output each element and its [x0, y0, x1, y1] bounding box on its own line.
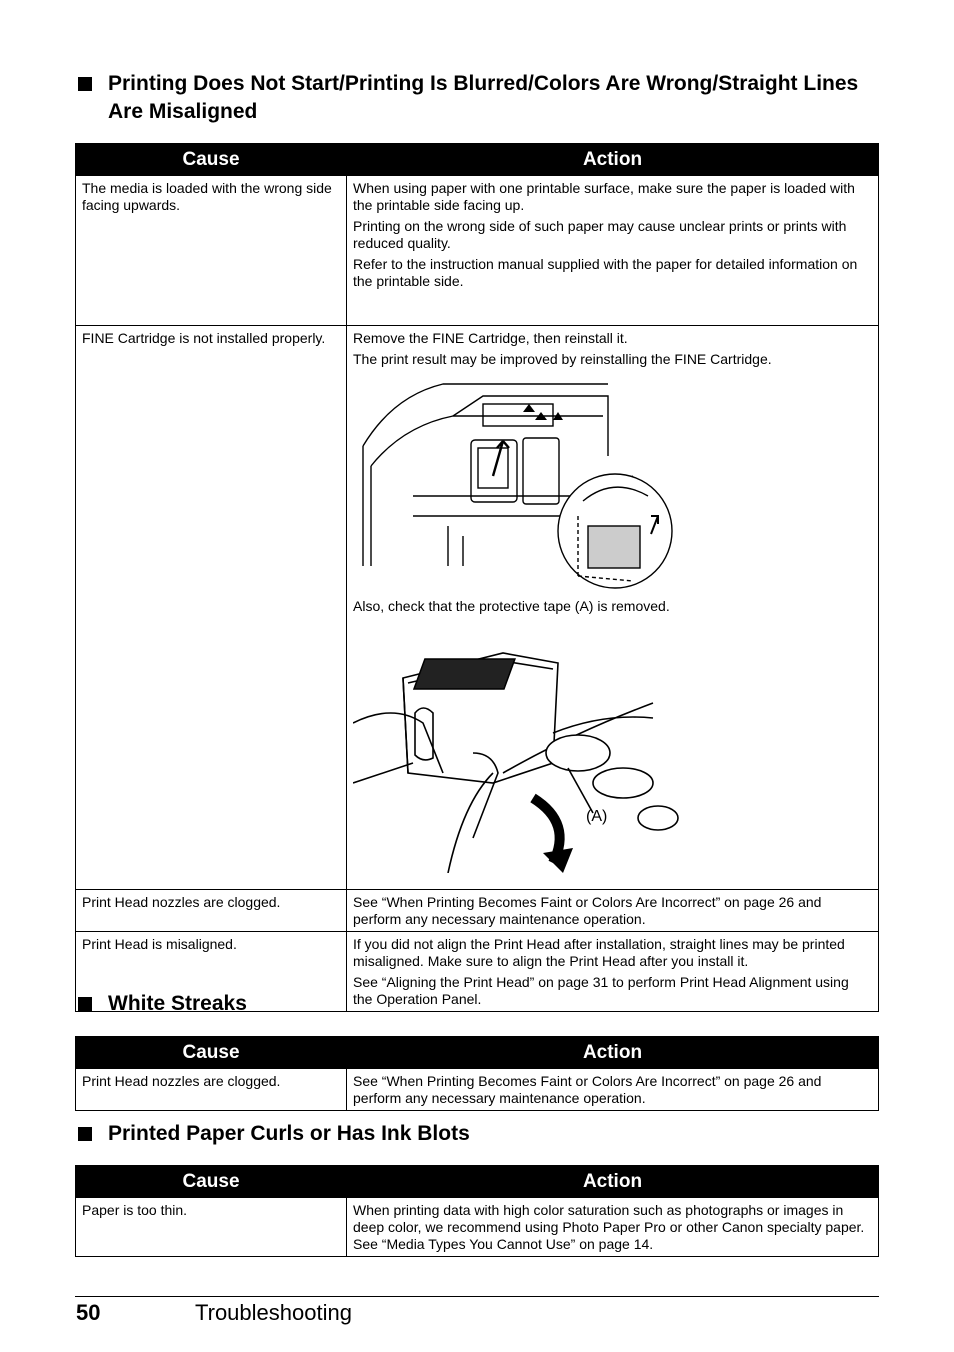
tape-label: (A): [586, 808, 608, 825]
section-title-printing-problems: [78, 70, 868, 126]
table-header-row: [76, 144, 879, 176]
action-text: Remove the FINE Cartridge, then reinstall it.: [353, 330, 628, 346]
table-header-row: [76, 1166, 879, 1198]
protective-tape-figure: [353, 623, 683, 873]
action-text: See “When Printing Becomes Faint or Colors Are Incorrect” on page 26 and perform any necessary maintenance operation.: [353, 894, 822, 927]
white-streaks-table: [75, 1036, 879, 1111]
cause-cell: Print Head is misaligned.: [76, 932, 347, 1012]
cause-cell: Print Head nozzles are clogged.: [76, 890, 347, 932]
action-header: Action: [347, 144, 879, 176]
square-bullet-icon: [78, 997, 92, 1011]
cause-cell: The media is loaded with the wrong side facing upwards.: [76, 176, 347, 326]
action-text: See “When Printing Becomes Faint or Colors Are Incorrect” on page 26 and perform any necessary maintenance operation.: [353, 1073, 822, 1106]
action-cell: [347, 176, 879, 326]
action-text: Printing on the wrong side of such paper may cause unclear prints or prints with reduced quality.: [353, 218, 847, 251]
chapter-title: Troubleshooting: [195, 1300, 352, 1325]
section-heading: Printing Does Not Start/Printing Is Blurred/Colors Are Wrong/Straight Lines Are Misaligned: [108, 72, 859, 123]
protective-tape-illustration: [353, 623, 683, 873]
table-row: [76, 890, 879, 932]
table-row: [76, 1069, 879, 1111]
page-number: 50: [76, 1300, 101, 1325]
action-text: The print result may be improved by reinstalling the FINE Cartridge.: [353, 351, 772, 367]
printing-problems-table: [75, 143, 879, 1012]
table-header-row: [76, 1037, 879, 1069]
paper-curls-table: [75, 1165, 879, 1257]
section-title-white-streaks: [78, 990, 247, 1018]
action-text: When printing data with high color saturation such as photographs or images in deep color, we recommend using Photo Paper Pro or other Canon specialty paper. See “Media Types You Cannot Use” on page 14.: [353, 1202, 865, 1252]
square-bullet-icon: [78, 1127, 92, 1141]
cause-header: Cause: [76, 1166, 347, 1198]
section-title-paper-curls: [78, 1120, 470, 1148]
table-row: [76, 176, 879, 326]
action-text: When using paper with one printable surface, make sure the paper is loaded with the printable side facing up.: [353, 180, 855, 213]
action-cell: [347, 890, 879, 932]
section-heading: Printed Paper Curls or Has Ink Blots: [108, 1122, 470, 1145]
action-text: If you did not align the Print Head after installation, straight lines may be printed misaligned. Make sure to align the Print Head after you install it.: [353, 936, 845, 969]
action-text: Refer to the instruction manual supplied with the paper for detailed information on the printable side.: [353, 256, 858, 289]
action-cell: [347, 932, 879, 1012]
cause-header: Cause: [76, 1037, 347, 1069]
footer-divider: [75, 1296, 879, 1297]
section-heading: White Streaks: [108, 992, 247, 1015]
table-row: [76, 326, 879, 890]
cartridge-reinstall-illustration: [353, 376, 683, 592]
cause-cell: Print Head nozzles are clogged.: [76, 1069, 347, 1111]
action-text: See “Aligning the Print Head” on page 31 to perform Print Head Alignment using the Operation Panel.: [353, 974, 849, 1007]
cause-header: Cause: [76, 144, 347, 176]
action-header: Action: [347, 1037, 879, 1069]
action-cell: [347, 1069, 879, 1111]
action-note: Also, check that the protective tape (A) is removed.: [353, 598, 670, 614]
action-header: Action: [347, 1166, 879, 1198]
table-row: [76, 1198, 879, 1257]
square-bullet-icon: [78, 77, 92, 91]
action-cell: [347, 326, 879, 890]
action-cell: [347, 1198, 879, 1257]
cause-cell: Paper is too thin.: [76, 1198, 347, 1257]
cause-cell: FINE Cartridge is not installed properly.: [76, 326, 347, 890]
